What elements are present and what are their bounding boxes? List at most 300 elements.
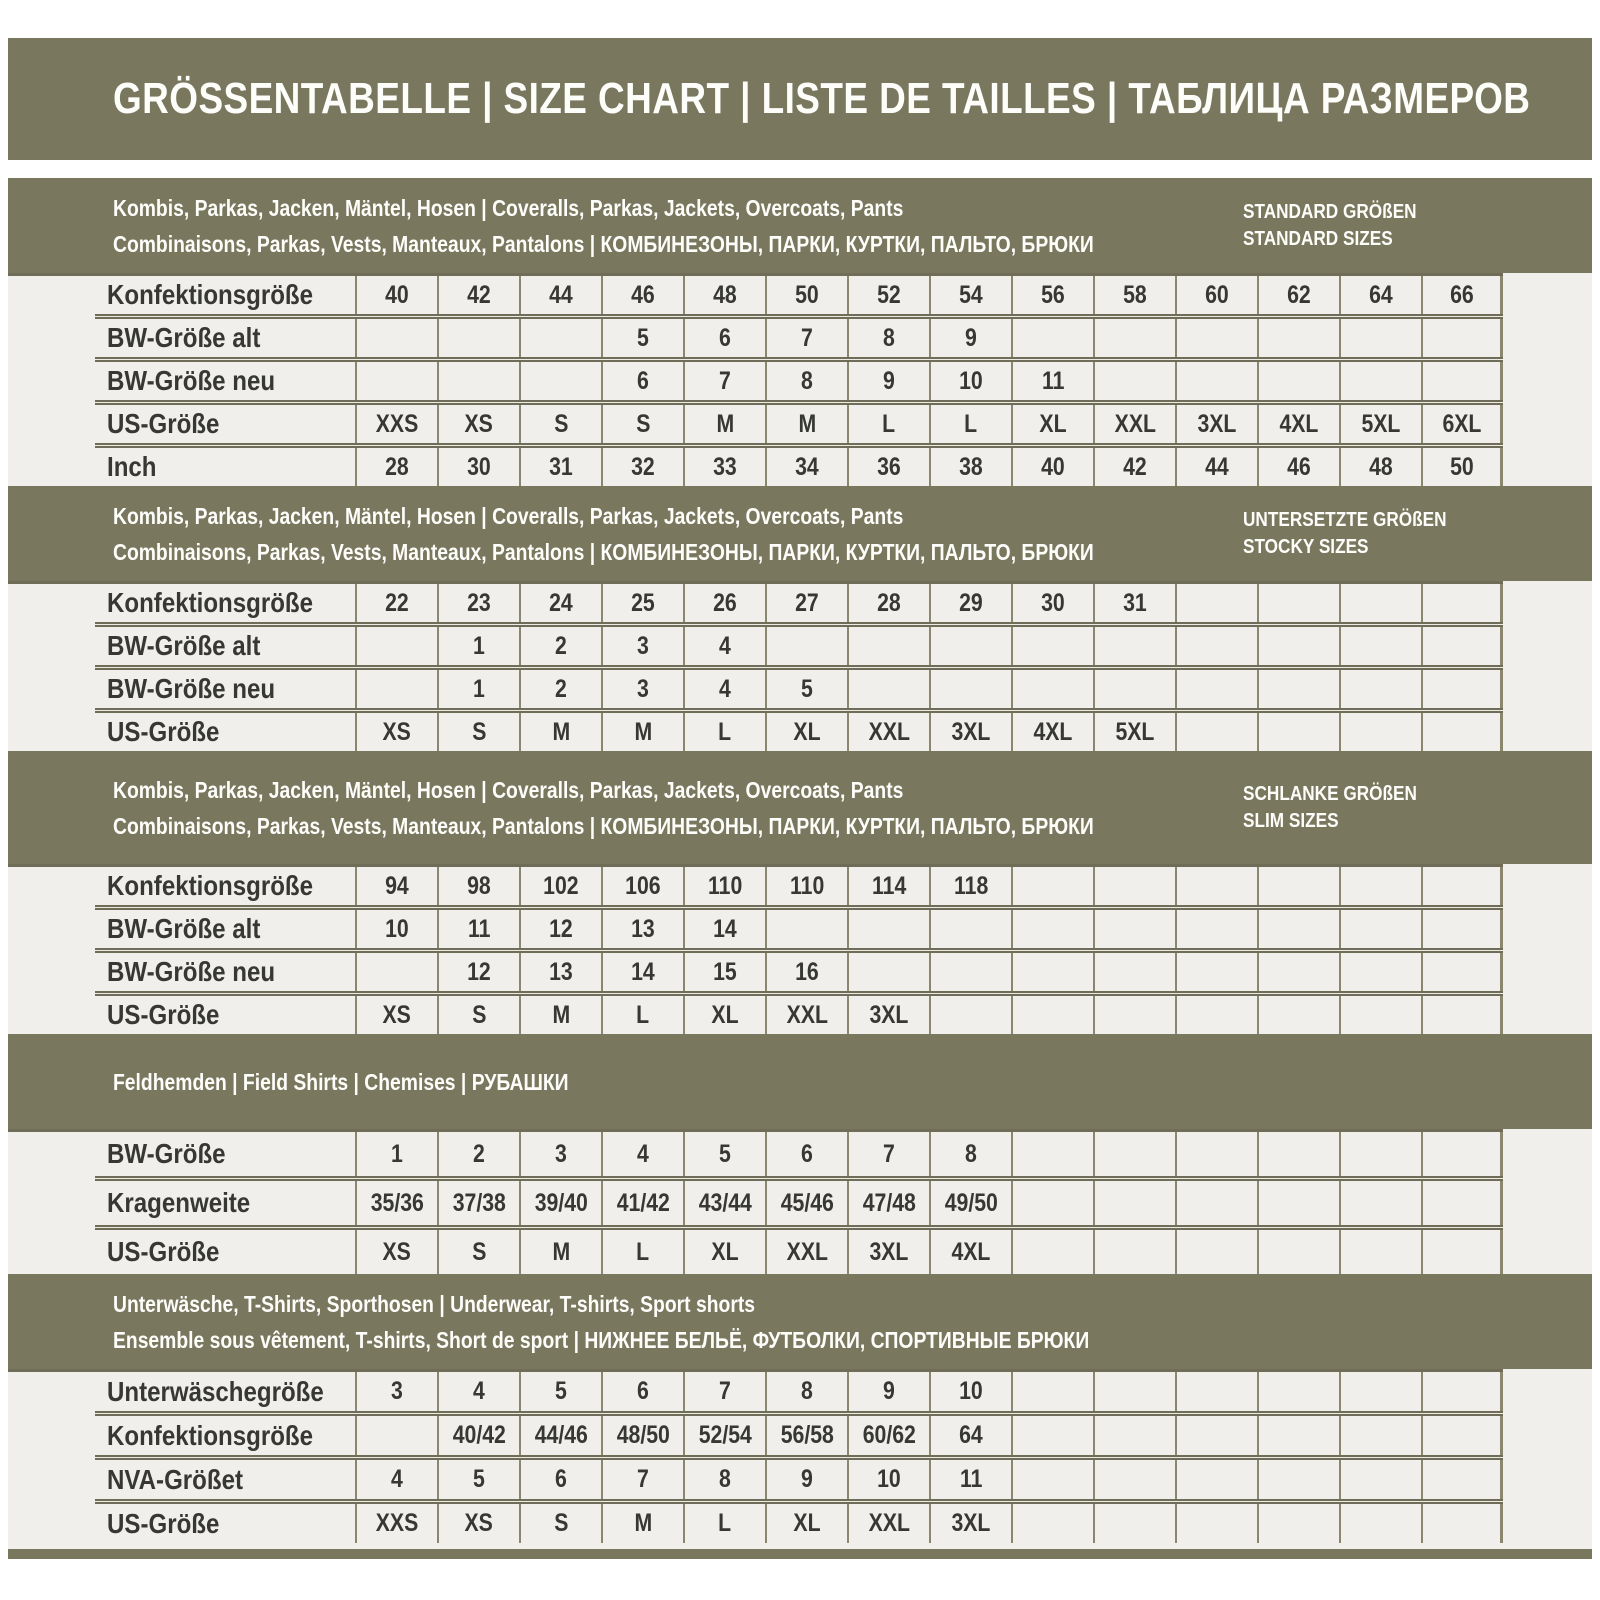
size-cell-value: 58	[1123, 280, 1147, 309]
size-cell	[601, 448, 683, 486]
size-cell-value: 48	[713, 280, 737, 309]
size-cell-value: 24	[549, 588, 573, 617]
size-cell	[1421, 276, 1503, 314]
size-cell-value: 102	[543, 871, 579, 900]
section-side-label	[1243, 781, 1445, 835]
size-cell-value: 13	[631, 914, 655, 943]
size-cell	[765, 362, 847, 400]
side-label-line2: SLIM SIZES	[1243, 809, 1339, 832]
size-cell-value: 13	[549, 957, 573, 986]
size-cell	[601, 319, 683, 357]
size-cell-value: 3	[637, 631, 649, 660]
size-cell	[601, 362, 683, 400]
size-cell	[1093, 670, 1175, 708]
section-side-label	[1243, 199, 1445, 253]
size-cell	[1339, 867, 1421, 905]
size-cell	[1175, 1504, 1257, 1543]
size-cell	[437, 996, 519, 1034]
row-label-text: Konfektionsgröße	[107, 279, 314, 310]
size-cell	[929, 276, 1011, 314]
row-label-text: BW-Größe alt	[107, 630, 261, 661]
size-cell	[519, 1230, 601, 1274]
size-cell-value: 9	[801, 1465, 813, 1493]
size-cell	[847, 405, 929, 443]
size-cell	[765, 405, 847, 443]
size-cell-value: XXL	[1114, 409, 1156, 438]
size-cell	[1011, 448, 1093, 486]
size-cell	[929, 448, 1011, 486]
size-cell	[847, 584, 929, 622]
size-cell	[1093, 867, 1175, 905]
size-cell-value: 11	[1041, 366, 1065, 395]
size-cell-value: L	[882, 409, 896, 438]
size-cell	[355, 627, 437, 665]
table-row	[8, 1230, 1592, 1274]
size-cell-value: XXL	[786, 1000, 828, 1029]
size-cell	[1339, 627, 1421, 665]
size-cell	[519, 1416, 601, 1455]
size-cell	[929, 1416, 1011, 1455]
size-cell	[1421, 670, 1503, 708]
size-cell-value: 5XL	[1115, 717, 1155, 746]
size-cell-value: XL	[793, 717, 821, 746]
size-cell	[1339, 670, 1421, 708]
size-cell-value: 9	[883, 366, 895, 395]
size-cell-value: 6	[637, 366, 649, 395]
size-cell-value: 3	[391, 1377, 403, 1405]
row-label	[8, 1132, 355, 1176]
size-cell	[1257, 405, 1339, 443]
size-cell-value: XS	[464, 409, 494, 438]
size-cell	[929, 670, 1011, 708]
row-label	[8, 448, 355, 486]
row-label-text: Inch	[107, 451, 157, 482]
size-cell	[929, 1372, 1011, 1411]
size-cell-value: 6	[801, 1139, 813, 1168]
size-cell	[437, 670, 519, 708]
size-cell-value: 23	[467, 588, 491, 617]
size-cell-value: 47/48	[862, 1188, 916, 1217]
size-cell	[1175, 276, 1257, 314]
size-cell-value: 10	[959, 1377, 983, 1405]
size-cell-value: 27	[795, 588, 819, 617]
row-label-text: BW-Größe	[107, 1138, 226, 1169]
size-cell	[1011, 1504, 1093, 1543]
size-cell-value: 42	[1123, 452, 1147, 481]
size-cell-value: S	[471, 717, 487, 746]
size-cell-value: 34	[795, 452, 819, 481]
size-cell	[355, 276, 437, 314]
size-cell-value: 33	[713, 452, 737, 481]
size-cell	[1421, 627, 1503, 665]
size-cell-value: S	[471, 1237, 487, 1266]
size-cell	[1257, 1181, 1339, 1225]
size-cell	[1175, 713, 1257, 751]
size-cell	[1421, 996, 1503, 1034]
size-cell-value: 50	[1449, 452, 1474, 481]
row-label	[8, 584, 355, 622]
table-row	[8, 1416, 1592, 1455]
size-cell	[847, 627, 929, 665]
size-cell	[683, 362, 765, 400]
size-cell-value: 60/62	[862, 1421, 916, 1449]
size-cell-value: 41/42	[616, 1188, 670, 1217]
size-cell-value: 10	[877, 1465, 901, 1493]
row-label	[8, 953, 355, 991]
size-cell-value: 6	[719, 323, 731, 352]
size-cell	[847, 1416, 929, 1455]
size-cell	[519, 1372, 601, 1411]
size-cell	[847, 1132, 929, 1176]
section-1-header	[8, 178, 1592, 273]
size-cell	[929, 405, 1011, 443]
size-cell	[1257, 867, 1339, 905]
size-cell-value: 64	[959, 1421, 983, 1449]
size-cell	[1339, 1181, 1421, 1225]
size-cell	[1339, 405, 1421, 443]
size-cell-value: 5XL	[1361, 409, 1401, 438]
size-cell	[1011, 584, 1093, 622]
size-cell-value: 14	[713, 914, 737, 943]
size-cell	[355, 867, 437, 905]
size-cell	[1093, 1416, 1175, 1455]
size-cell	[1257, 1372, 1339, 1411]
size-cell	[1257, 1460, 1339, 1499]
size-cell	[1093, 448, 1175, 486]
size-cell	[355, 584, 437, 622]
size-cell	[847, 1181, 929, 1225]
size-cell	[1257, 362, 1339, 400]
size-cell	[683, 1230, 765, 1274]
size-cell	[765, 713, 847, 751]
size-cell	[1421, 405, 1503, 443]
size-cell	[1257, 996, 1339, 1034]
size-cell	[1011, 1416, 1093, 1455]
table-row	[8, 867, 1592, 905]
row-label-text: Kragenweite	[107, 1187, 251, 1218]
size-cell	[1339, 276, 1421, 314]
row-label	[8, 867, 355, 905]
size-cell-value: M	[798, 409, 816, 438]
size-cell-value: 44	[549, 280, 573, 309]
size-cell	[683, 1181, 765, 1225]
size-cell-value: 4	[719, 674, 731, 703]
row-label-text: Konfektionsgröße	[107, 587, 314, 618]
size-cell	[1421, 584, 1503, 622]
size-cell	[847, 713, 929, 751]
size-cell-value: 40/42	[452, 1421, 506, 1449]
size-cell	[765, 319, 847, 357]
size-cell-value: 46	[631, 280, 655, 309]
size-cell	[1421, 1132, 1503, 1176]
row-label	[8, 1460, 355, 1499]
size-cell-value: 48/50	[616, 1421, 670, 1449]
size-cell	[355, 1372, 437, 1411]
size-cell	[929, 910, 1011, 948]
size-cell	[1421, 1181, 1503, 1225]
row-label	[8, 713, 355, 751]
size-cell-value: 30	[467, 452, 491, 481]
size-cell	[1093, 1132, 1175, 1176]
size-cell-value: M	[552, 1000, 570, 1029]
size-cell	[1175, 627, 1257, 665]
size-cell-value: 36	[877, 452, 901, 481]
size-cell	[1339, 1372, 1421, 1411]
size-cell-value: 38	[959, 452, 983, 481]
size-cell	[437, 362, 519, 400]
size-cell-value: 98	[467, 871, 491, 900]
size-cell-value: 2	[473, 1139, 485, 1168]
size-cell	[1175, 867, 1257, 905]
size-cell	[1011, 1372, 1093, 1411]
size-cell-value: M	[634, 717, 652, 746]
size-cell	[765, 1416, 847, 1455]
table-row	[8, 1504, 1592, 1543]
size-cell	[355, 405, 437, 443]
size-cell	[355, 670, 437, 708]
size-cell	[1093, 627, 1175, 665]
row-label	[8, 996, 355, 1034]
size-cell	[601, 1372, 683, 1411]
size-cell	[1093, 362, 1175, 400]
size-cell	[683, 1460, 765, 1499]
size-cell-value: 2	[555, 674, 567, 703]
size-cell-value: XL	[1039, 409, 1067, 438]
size-cell-value: 48	[1369, 452, 1393, 481]
size-cell	[1421, 1416, 1503, 1455]
size-cell	[847, 670, 929, 708]
row-label-text: NVA-Größet	[107, 1463, 244, 1495]
size-cell	[1011, 405, 1093, 443]
table-row	[8, 713, 1592, 751]
size-cell-value: 8	[801, 366, 813, 395]
size-cell-value: 30	[1041, 588, 1065, 617]
size-cell	[1011, 1132, 1093, 1176]
size-cell	[683, 1132, 765, 1176]
size-cell-value: XXL	[868, 1509, 910, 1537]
size-cell-value: 52/54	[698, 1421, 752, 1449]
size-cell-value: 11	[959, 1465, 983, 1493]
size-cell	[1339, 1460, 1421, 1499]
size-cell	[1339, 713, 1421, 751]
size-table-5	[8, 1369, 1592, 1543]
size-cell	[1011, 1460, 1093, 1499]
size-cell	[355, 319, 437, 357]
size-cell	[519, 362, 601, 400]
size-cell	[1011, 713, 1093, 751]
size-cell-value: 4XL	[1033, 717, 1073, 746]
size-chart	[8, 178, 1592, 1559]
row-label	[8, 1504, 355, 1543]
size-cell	[1175, 953, 1257, 991]
side-label-line1: SCHLANKE GRÖßEN	[1243, 782, 1417, 805]
size-cell	[1175, 910, 1257, 948]
size-cell	[765, 996, 847, 1034]
size-cell	[1011, 996, 1093, 1034]
size-cell	[519, 1181, 601, 1225]
size-cell-value: L	[718, 717, 732, 746]
size-cell-value: 7	[801, 323, 813, 352]
row-label-text: Konfektionsgröße	[107, 870, 314, 901]
size-cell	[519, 910, 601, 948]
size-cell-value: 52	[877, 280, 901, 309]
size-cell-value: M	[716, 409, 734, 438]
size-cell	[1257, 1132, 1339, 1176]
table-row	[8, 405, 1592, 443]
size-cell-value: XXS	[375, 409, 419, 438]
size-cell-value: 56	[1041, 280, 1065, 309]
size-cell	[847, 362, 929, 400]
size-cell-value: S	[553, 409, 569, 438]
row-label	[8, 1181, 355, 1225]
size-cell	[683, 448, 765, 486]
size-cell	[355, 1504, 437, 1543]
size-cell	[847, 1372, 929, 1411]
size-cell-value: XS	[382, 1237, 412, 1266]
size-cell-value: L	[964, 409, 978, 438]
size-cell	[1011, 319, 1093, 357]
section-header-line1: Kombis, Parkas, Jacken, Mäntel, Hosen | Coveralls, Parkas, Jackets, Overcoats, Pants	[113, 776, 904, 803]
size-cell	[519, 1460, 601, 1499]
size-cell	[601, 953, 683, 991]
size-cell	[437, 1372, 519, 1411]
size-cell	[1421, 1460, 1503, 1499]
row-label	[8, 1416, 355, 1455]
size-cell-value: 39/40	[534, 1188, 588, 1217]
size-cell-value: 9	[883, 1377, 895, 1405]
size-cell-value: 5	[555, 1377, 567, 1405]
size-cell-value: 3XL	[1197, 409, 1237, 438]
row-label-text: US-Größe	[107, 1507, 220, 1539]
size-cell-value: 22	[385, 588, 409, 617]
size-cell-value: 110	[789, 871, 825, 900]
size-cell-value: 1	[391, 1139, 403, 1168]
size-cell-value: XXS	[375, 1509, 419, 1537]
size-cell	[355, 996, 437, 1034]
size-cell	[765, 670, 847, 708]
size-cell	[765, 1372, 847, 1411]
size-cell	[1175, 1230, 1257, 1274]
size-cell	[601, 1416, 683, 1455]
size-cell	[683, 1416, 765, 1455]
size-cell-value: 7	[637, 1465, 649, 1493]
size-cell	[1093, 1372, 1175, 1411]
size-cell-value: 2	[555, 631, 567, 660]
size-cell	[601, 867, 683, 905]
table-row	[8, 276, 1592, 314]
size-cell-value: 49/50	[944, 1188, 998, 1217]
size-cell-value: 60	[1205, 280, 1229, 309]
size-cell	[1421, 953, 1503, 991]
size-cell-value: 1	[473, 674, 485, 703]
size-cell	[1339, 1416, 1421, 1455]
size-cell	[1175, 319, 1257, 357]
size-cell-value: 28	[385, 452, 409, 481]
size-cell	[929, 1181, 1011, 1225]
size-cell-value: 56/58	[780, 1421, 834, 1449]
size-cell-value: 118	[953, 871, 989, 900]
size-cell-value: 7	[883, 1139, 895, 1168]
section-header-line2: Combinaisons, Parkas, Vests, Manteaux, Pantalons | КОМБИНЕЗОНЫ, ПАРКИ, КУРТКИ, ПАЛЬТО, БРЮКИ	[113, 538, 1094, 565]
size-cell	[1093, 584, 1175, 622]
size-cell	[1011, 953, 1093, 991]
size-cell	[601, 1230, 683, 1274]
size-cell	[519, 584, 601, 622]
size-table-1	[8, 273, 1592, 486]
table-row	[8, 670, 1592, 708]
size-cell-value: 11	[467, 914, 491, 943]
size-cell	[765, 448, 847, 486]
size-cell-value: 3XL	[951, 717, 991, 746]
size-cell	[437, 1416, 519, 1455]
row-label-text: BW-Größe neu	[107, 365, 276, 396]
size-cell	[437, 1230, 519, 1274]
size-cell	[355, 1181, 437, 1225]
size-cell-value: 4	[637, 1139, 649, 1168]
size-cell	[683, 627, 765, 665]
size-cell	[437, 867, 519, 905]
size-cell-value: 12	[467, 957, 491, 986]
size-cell	[1011, 276, 1093, 314]
size-cell	[437, 584, 519, 622]
size-cell	[601, 1460, 683, 1499]
size-cell	[1257, 448, 1339, 486]
size-cell-value: L	[636, 1237, 650, 1266]
size-cell	[1339, 1230, 1421, 1274]
row-label	[8, 670, 355, 708]
table-row	[8, 362, 1592, 400]
size-cell	[1257, 1416, 1339, 1455]
table-row	[8, 953, 1592, 991]
size-cell	[355, 448, 437, 486]
size-cell-value: 44	[1205, 452, 1229, 481]
size-cell-value: 110	[707, 871, 743, 900]
section-header-line1: Kombis, Parkas, Jacken, Mäntel, Hosen | Coveralls, Parkas, Jackets, Overcoats, Pants	[113, 502, 904, 529]
size-cell	[765, 910, 847, 948]
size-cell	[683, 910, 765, 948]
size-cell-value: 6XL	[1442, 409, 1481, 438]
size-cell	[437, 713, 519, 751]
size-cell-value: S	[635, 409, 651, 438]
table-row	[8, 1460, 1592, 1499]
size-cell	[847, 953, 929, 991]
size-cell	[1421, 448, 1503, 486]
size-cell	[1421, 1504, 1503, 1543]
size-cell	[601, 910, 683, 948]
size-cell	[1175, 1416, 1257, 1455]
size-cell	[1175, 362, 1257, 400]
size-cell	[355, 910, 437, 948]
size-cell	[1093, 1230, 1175, 1274]
size-cell-value: 40	[385, 280, 409, 309]
section-side-label	[1243, 507, 1480, 561]
section-5-header	[8, 1274, 1592, 1369]
table-row	[8, 1372, 1592, 1411]
table-row	[8, 627, 1592, 665]
size-cell-value: 1	[473, 631, 485, 660]
size-cell	[847, 1460, 929, 1499]
table-row	[8, 1181, 1592, 1225]
size-cell	[1093, 713, 1175, 751]
size-cell-value: M	[552, 717, 570, 746]
size-table-2	[8, 581, 1592, 751]
row-label	[8, 1372, 355, 1411]
table-row	[8, 910, 1592, 948]
size-cell	[929, 1230, 1011, 1274]
size-cell	[1257, 953, 1339, 991]
size-cell	[1339, 910, 1421, 948]
size-cell	[601, 627, 683, 665]
